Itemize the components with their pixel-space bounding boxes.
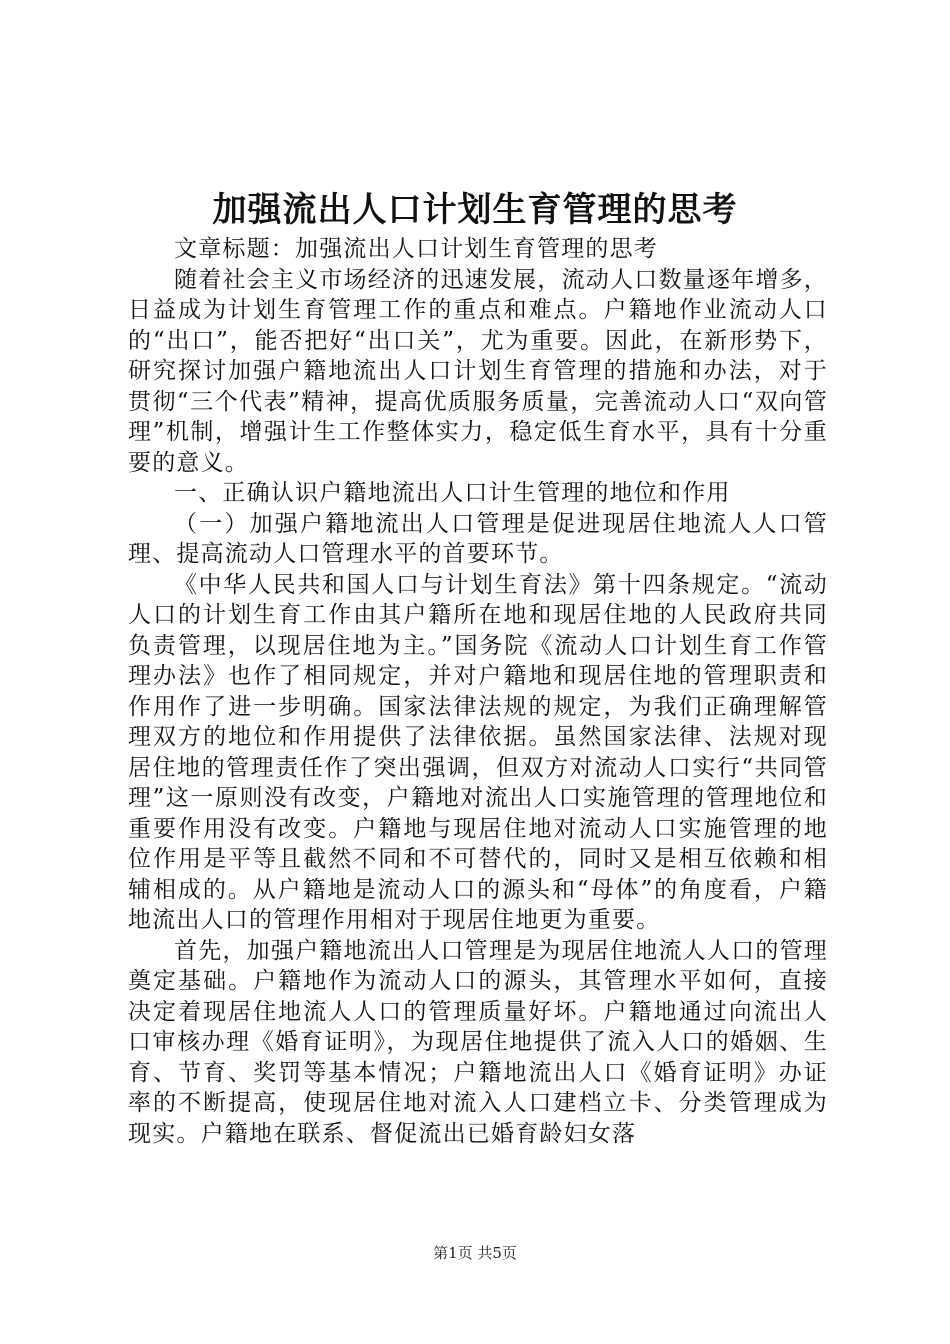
paragraph-intro: 随着社会主义市场经济的迅速发展，流动人口数量逐年增多，日益成为计划生育管理工作的重点和难点。户籍地作业流动人口的“出口”，能否把好“出口关”，尤为重要。因此，在新形势下，研究探讨加强户籍地流出人口计划生育管理的措施和办法，对于贯彻“三个代表”精神，提高优质服务质量，完善流动人口“双向管理”机制，增强计生工作整体实力，稳定低生育水平，具有十分重要的意义。 xyxy=(128,266,828,476)
paragraph-law: 《中华人民共和国人口与计划生育法》第十四条规定。“流动人口的计划生育工作由其户籍所在地和现居住地的人民政府共同负责管理，以现居住地为主。”国务院《流动人口计划生育工作管理办法》也作了相同规定，并对户籍地和现居住地的管理职责和作用作了进一步明确。国家法律法规的规定，为我们正确理解管理双方的地位和作用提供了法律依据。虽然国家法律、法规对现居住地的管理责任作了突出强调，但双方对流动人口实行“共同管理”这一原则没有改变，户籍地对流出人口实施管理的管理地位和重要作用没有改变。户籍地与现居住地对流动人口实施管理的地位作用是平等且截然不同和不可替代的，同时又是相互依赖和相辅相成的。从户籍地是流动人口的源头和“母体”的角度看，户籍地流出人口的管理作用相对于现居住地更为重要。 xyxy=(128,571,828,933)
subsection-heading: （一）加强户籍地流出人口管理是促进现居住地流人人口管理、提高流动人口管理水平的首要环节。 xyxy=(128,510,828,567)
paragraph-first: 首先，加强户籍地流出人口管理是为现居住地流人人口的管理奠定基础。户籍地作为流动人口的源头，其管理水平如何，直接决定着现居住地流人人口的管理质量好坏。户籍地通过向流出人口审核办理《婚育证明》，为现居住地提供了流入人口的婚姻、生育、节育、奖罚等基本情况；户籍地流出人口《婚育证明》办证率的不断提高，使现居住地对流入人口建档立卡、分类管理成为现实。户籍地在联系、督促流出已婚育龄妇女落 xyxy=(128,937,828,1147)
section-heading: 一、正确认识户籍地流出人口计生管理的地位和作用 xyxy=(174,480,731,506)
document-body xyxy=(128,234,828,1149)
page-number-footer: 第1页 共5页 xyxy=(433,1244,517,1262)
document-title: 加强流出人口计划生育管理的思考 xyxy=(212,190,738,230)
paragraph-article-title: 文章标题：加强流出人口计划生育管理的思考 xyxy=(174,236,658,262)
